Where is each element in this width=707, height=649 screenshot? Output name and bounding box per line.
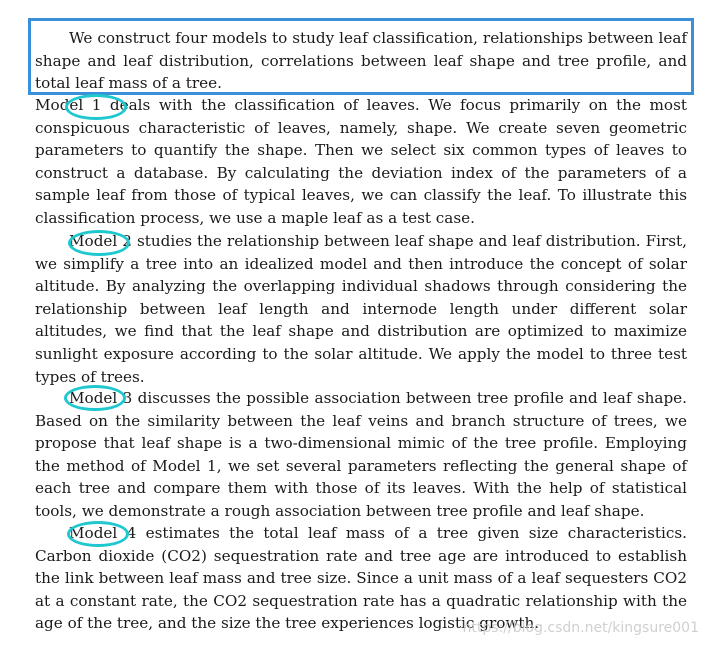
model-2-highlight-ellipse bbox=[68, 230, 130, 256]
model-3-text: discusses the possible association between tree profile and leaf shape. Based on the similarity between the leaf veins and branch structure of trees, we propose that leaf shape is a two-dimensional mimic of the tree profile. Employing the method of Model 1, we set several parameters reflecting the general shape of each tree and compare them with those of its leaves. With the help of statistical tools, we demonstrate a rough association between tree profile and leaf shape. bbox=[35, 389, 687, 520]
model-4-paragraph bbox=[35, 522, 687, 635]
summary-highlight-box bbox=[28, 18, 694, 95]
model-3-highlight-ellipse bbox=[64, 385, 126, 411]
model-1-highlight-ellipse bbox=[65, 94, 127, 120]
model-4-label: Model 4 bbox=[69, 524, 137, 542]
model-3-label: Model 3 bbox=[69, 389, 133, 407]
model-1-label: Model 1 bbox=[35, 96, 102, 114]
model-3-paragraph bbox=[35, 387, 687, 523]
model-4-highlight-ellipse bbox=[67, 521, 129, 547]
model-2-paragraph bbox=[35, 230, 687, 388]
model-1-text: deals with the classification of leaves. We focus primarily on the most conspicuous characteristic of leaves, namely, shape. We create seven geometric parameters to quantify the shape. Then we select six common types of leaves to construct a database. By calculating the deviation index of the parameters of a sample leaf from those of typical leaves, we can classify the leaf. To illustrate this classification process, we use a maple leaf as a test case. bbox=[35, 96, 687, 227]
model-2-text: studies the relationship between leaf shape and leaf distribution. First, we simplify a tree into an idealized model and then introduce the concept of solar altitude. By analyzing the overlapping individual shadows through considering the relationship between leaf length and internode length under different solar altitudes, we find that the leaf shape and distribution are optimized to maximize sunlight exposure according to the solar altitude. We apply the model to three test types of trees. bbox=[35, 232, 687, 386]
model-4-text: estimates the total leaf mass of a tree given size characteristics. Carbon dioxide (CO2) sequestration rate and tree age are introduced to establish the link between leaf mass and tree size. Since a unit mass of a leaf sequesters CO2 at a constant rate, the CO2 sequestration rate has a quadratic relationship with the age of the tree, and the size the tree experiences logistic growth. bbox=[35, 524, 687, 633]
model-2-label: Model 2 bbox=[69, 232, 132, 250]
summary-text: We construct four models to study leaf classification, relationships between leaf shape and leaf distribution, correlations between leaf shape and tree profile, and total leaf mass of a tree. bbox=[35, 29, 687, 93]
model-1-paragraph bbox=[35, 94, 687, 230]
watermark: https://blog.csdn.net/kingsure001 bbox=[462, 620, 699, 636]
